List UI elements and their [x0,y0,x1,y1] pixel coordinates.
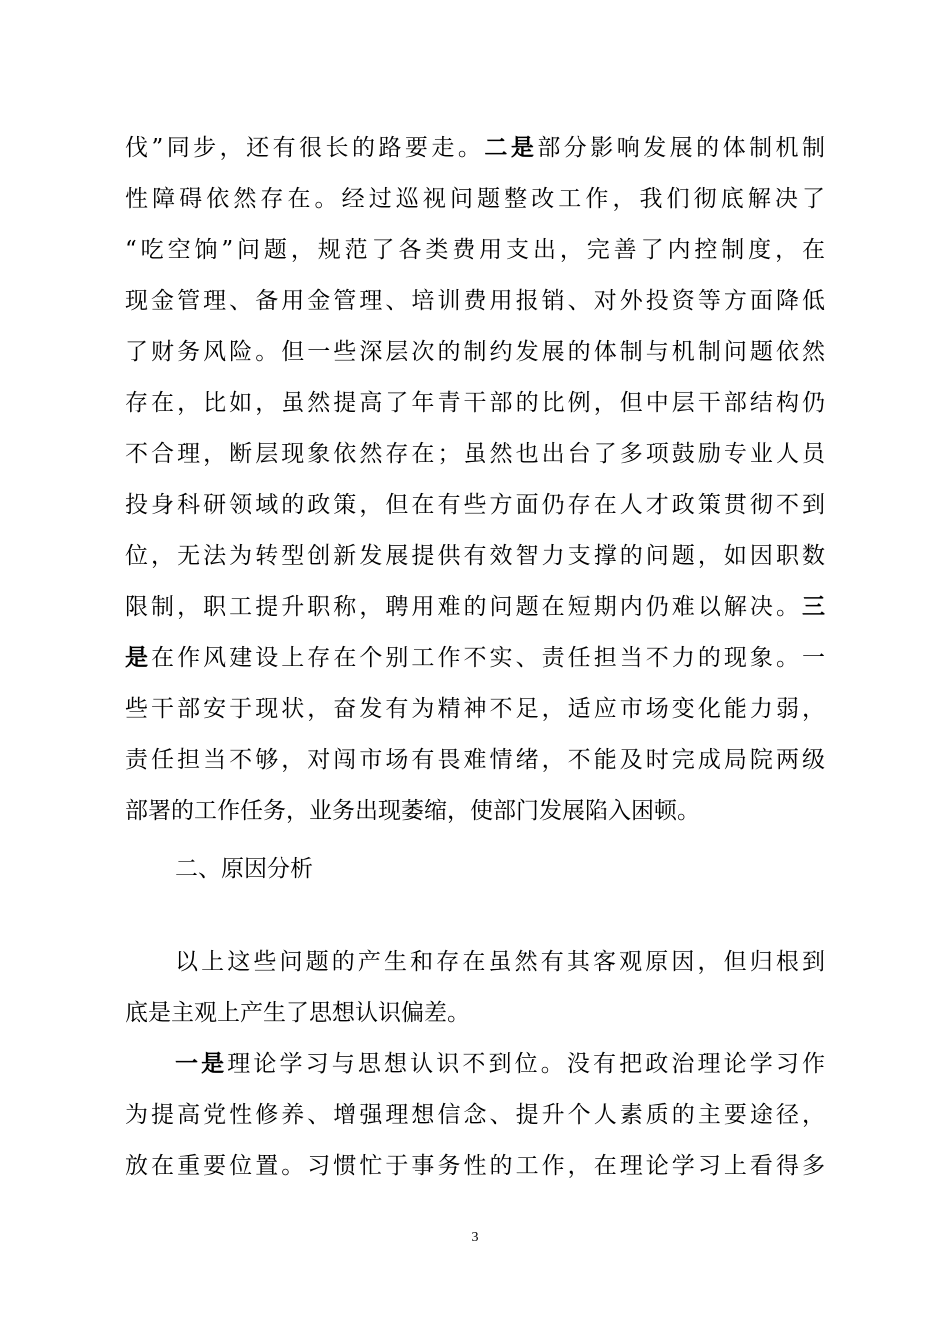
page-number: 3 [471,1230,479,1245]
text-line: 放在重要位置。习惯忙于事务性的工作，在理论学习上看得多 [125,1153,825,1179]
text-line: 以上这些问题的产生和存在虽然有其客观原因，但归根到 [175,949,825,975]
text-line: 是在作风建设上存在个别工作不实、责任担当不力的现象。一 [125,644,826,671]
text-line: 性障碍依然存在。经过巡视问题整改工作，我们彻底解决了 [125,186,825,212]
text-line: 伐”同步，还有很长的路要走。二是部分影响发展的体制机制 [125,134,826,161]
text-line: 了财务风险。但一些深层次的制约发展的体制与机制问题依然 [125,339,825,365]
section-heading: 二、原因分析 [175,856,313,882]
text-line: 些干部安于现状，奋发有为精神不足，适应市场变化能力弱， [125,696,825,722]
text-line: 限制，职工提升职称，聘用难的问题在短期内仍难以解决。三 [125,593,825,620]
text-line: 为提高党性修养、增强理想信念、提升个人素质的主要途径， [125,1102,825,1128]
text-line: 部署的工作任务，业务出现萎缩，使部门发展陷入困顿。 [125,798,700,824]
text-line: “吃空饷”问题，规范了各类费用支出，完善了内控制度，在 [125,237,825,263]
text-line: 存在，比如，虽然提高了年青干部的比例，但中层干部结构仍 [125,390,825,416]
text-line: 现金管理、备用金管理、培训费用报销、对外投资等方面降低 [125,288,825,314]
text-line: 不合理，断层现象依然存在；虽然也出台了多项鼓励专业人员 [125,441,825,467]
text-line: 一是理论学习与思想认识不到位。没有把政治理论学习作 [175,1050,825,1077]
text-line: 底是主观上产生了思想认识偏差。 [125,1000,470,1026]
text-line: 投身科研领域的政策，但在有些方面仍存在人才政策贯彻不到 [125,492,825,518]
text-line: 责任担当不够，对闯市场有畏难情绪，不能及时完成局院两级 [125,747,825,773]
text-line: 位，无法为转型创新发展提供有效智力支撑的问题，如因职数 [125,543,825,569]
